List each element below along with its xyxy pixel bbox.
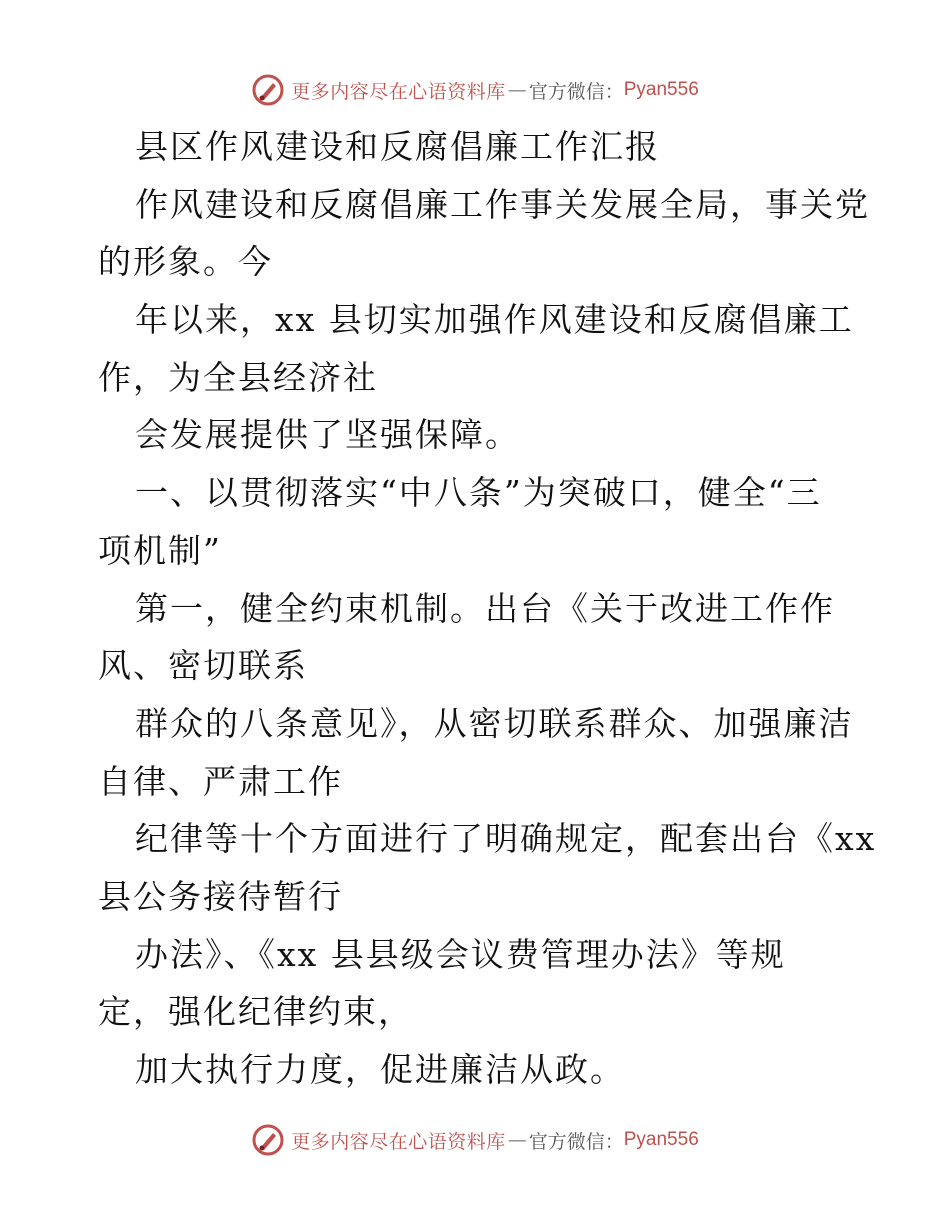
text-line: 风、密切联系	[98, 646, 308, 686]
header-banner	[0, 70, 950, 110]
banner-wechat-label: 官方微信：	[528, 80, 624, 103]
footer-banner	[0, 1120, 950, 1160]
pen-logo-icon	[251, 73, 285, 107]
document-body	[98, 118, 877, 1099]
text-line: 自律、严肃工作	[98, 761, 343, 801]
text-line: 作，为全县经济社	[98, 357, 378, 397]
document-title: 县区作风建设和反腐倡廉工作汇报	[135, 127, 660, 166]
text-line: 会发展提供了坚强保障。	[135, 415, 520, 455]
banner-handle: Pyan556	[623, 1129, 699, 1150]
text-line: 县公务接待暂行	[98, 876, 343, 916]
banner-dash: —	[507, 1129, 527, 1151]
text-line: 第一，健全约束机制。出台《关于改进工作作	[135, 588, 835, 628]
text-line: 定，强化纪律约束，	[98, 992, 413, 1032]
pen-logo-icon	[251, 1123, 285, 1157]
text-line: 年以来，xx 县切实加强作风建设和反腐倡廉工	[135, 300, 854, 340]
text-line: 作风建设和反腐倡廉工作事关发展全局，事关党	[135, 184, 870, 224]
banner-wechat-label: 官方微信：	[528, 1130, 624, 1153]
section-heading: 一、以贯彻落实“中八条”为突破口，健全“三	[135, 473, 822, 513]
banner-dash: —	[507, 79, 527, 101]
text-line: 纪律等十个方面进行了明确规定，配套出台《xx	[135, 819, 877, 859]
banner-text: 更多内容尽在心语资料库	[291, 1130, 506, 1153]
text-line: 的形象。今	[98, 242, 273, 282]
text-line: 加大执行力度，促进廉洁从政。	[135, 1050, 625, 1089]
banner-text: 更多内容尽在心语资料库	[291, 80, 506, 103]
text-line: 办法》、《xx 县县级会议费管理办法》等规	[135, 934, 786, 974]
section-heading-cont: 项机制”	[98, 530, 222, 570]
text-line: 群众的八条意见》，从密切联系群众、加强廉洁	[135, 703, 854, 743]
banner-handle: Pyan556	[623, 79, 699, 100]
